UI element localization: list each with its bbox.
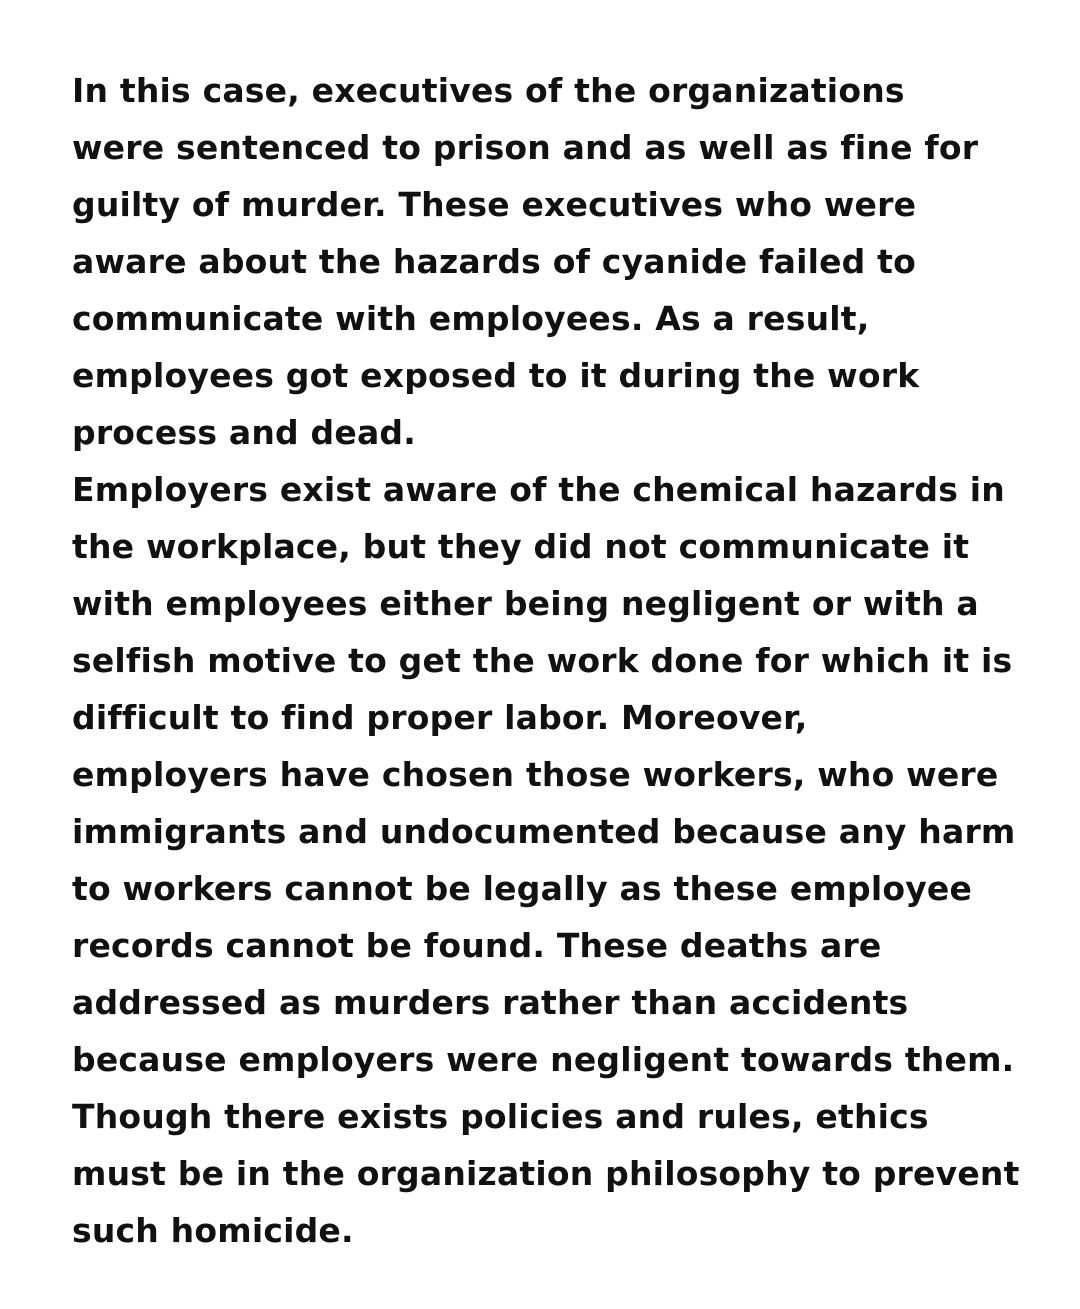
text-line: with employees either being negligent or with a [72,584,979,623]
text-line: records cannot be found. These deaths are [72,926,882,965]
text-line: Though there exists policies and rules, ethics [72,1097,929,1136]
text-line: employers have chosen those workers, who were [72,755,999,794]
text-line: In this case, executives of the organizations [72,71,905,110]
text-line: because employers were negligent towards them. [72,1040,1015,1079]
text-line: guilty of murder. These executives who were [72,185,917,224]
paragraph-1 [72,62,1032,461]
text-line: immigrants and undocumented because any harm [72,812,1016,851]
text-line: selfish motive to get the work done for which it is [72,641,1013,680]
text-line: process and dead. [72,413,416,452]
text-line: employees got exposed to it during the work [72,356,920,395]
text-line: such homicide. [72,1211,354,1250]
handwritten-note [72,62,1032,1259]
text-line: to workers cannot be legally as these employee [72,869,973,908]
text-line: addressed as murders rather than accidents [72,983,909,1022]
paragraph-2 [72,461,1032,1259]
text-line: must be in the organization philosophy to prevent [72,1154,1020,1193]
text-line: communicate with employees. As a result, [72,299,870,338]
text-line: difficult to find proper labor. Moreover, [72,698,808,737]
text-line: Employers exist aware of the chemical hazards in [72,470,1005,509]
text-line: the workplace, but they did not communicate it [72,527,970,566]
text-line: aware about the hazards of cyanide failed to [72,242,917,281]
text-line: were sentenced to prison and as well as fine for [72,128,979,167]
